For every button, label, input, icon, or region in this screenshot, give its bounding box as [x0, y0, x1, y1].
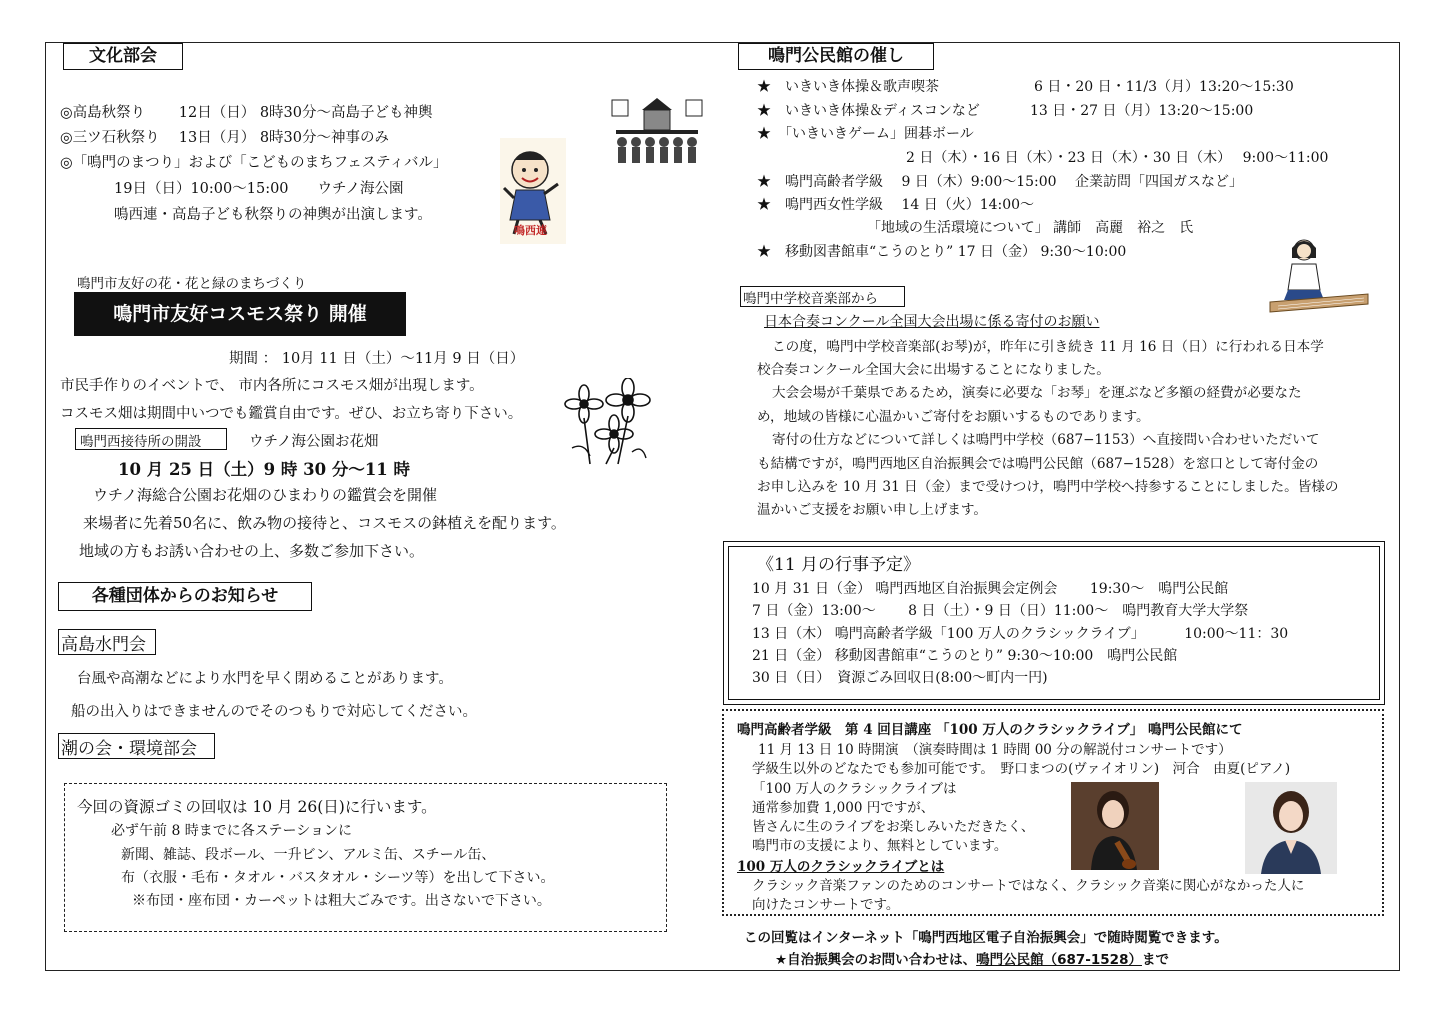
- setsutai-datetime: 10 月 25 日（土）9 時 30 分〜11 時: [118, 460, 411, 479]
- ongaku-line: も結構ですが，鳴門西地区自治振興会では鳴門公民館（687−1528）を窓口として寄付金の: [757, 456, 1319, 472]
- classic-desc: 向けたコンサートです。: [752, 897, 900, 913]
- footer-line2: [775, 948, 1169, 968]
- dantai-heading: 各種団体からのお知らせ: [58, 582, 312, 611]
- kominkan-item: ★ 鳴門高齢者学級 9 日（木）9:00〜15:00 企業訪問「四国ガスなど」: [757, 174, 1244, 190]
- bunka-item: ◎三ツ石秋祭り 13日（月） 8時30分〜神事のみ: [60, 130, 389, 146]
- schedule-row: 10 月 31 日（金） 鳴門西地区自治振興会定例会 19:30〜 鳴門公民館: [752, 581, 1229, 597]
- kominkan-item: ★ 移動図書館車“こうのとり” 17 日（金） 9:30〜10:00: [757, 244, 1127, 260]
- footer-suffix: まで: [1141, 952, 1169, 968]
- shigen-line: 新聞、雑誌、段ボール、一升ビン、アルミ缶、スチール缶、: [121, 847, 496, 863]
- cosmos-subtitle: 鳴門市友好の花・花と緑のまちづくり: [77, 276, 307, 292]
- schedule-row: 7 日（金）13:00〜 8 日（土）・9 日（日）11:00〜 鳴門教育大学大学祭: [752, 603, 1249, 619]
- classic-line: 「100 万人のクラシックライブは: [752, 781, 957, 797]
- seal-naruto-nishiren: 鳴西連: [514, 224, 547, 237]
- cosmos-banner: 鳴門市友好コスモス祭り 開催: [74, 292, 406, 336]
- cosmos-flower-image: [562, 378, 654, 468]
- bunka-heading: 文化部会: [63, 43, 183, 70]
- footer-prefix: ★自治振興会のお問い合わせは、: [775, 952, 977, 968]
- schedule-row: 30 日（日） 資源ごみ回収日(8:00〜町内一円): [752, 670, 1048, 686]
- ongaku-line: め，地域の皆様に心温かいご寄付をお願いするものであります。: [757, 409, 1150, 425]
- classic-line: 11 月 13 日 10 時開演 （演奏時間は 1 時間 00 分の解説付コンサートです）: [758, 742, 1232, 758]
- ushio-label: 潮の会・環境部会: [61, 739, 197, 759]
- kominkan-item-time: 6 日・20 日・11/3（月）13:20〜15:30: [1034, 79, 1294, 95]
- shigen-line: 今回の資源ゴミの回収は 10 月 26(日)に行います。: [77, 798, 437, 816]
- classic-title: 鳴門高齢者学級 第 4 回目講座 「100 万人のクラシックライブ」 鳴門公民館にて: [737, 722, 1243, 738]
- ongaku-line: 校合奏コンクール全国大会に出場することになりました。: [757, 362, 1110, 378]
- takashima-label: 高島水門会: [61, 635, 146, 655]
- cosmos-period: 期間 ： 10月 11 日（土）〜11月 9 日（日）: [229, 351, 525, 367]
- ongaku-line: 温かいご支援をお願い申し上げます。: [757, 502, 988, 518]
- takashima-line: 台風や高潮などにより水門を早く閉めることがあります。: [77, 671, 453, 687]
- ongaku-line: お申し込みを 10 月 31 日（金）まで受けつけ，鳴門中学校へ持参することにしました。皆様の: [757, 479, 1339, 495]
- kominkan-item: ★ 鳴門西女性学級 14 日（火）14:00〜: [757, 197, 1035, 213]
- kominkan-item: 「地域の生活環境について」 講師 高麗 裕之 氏: [867, 220, 1194, 236]
- schedule-row: 21 日（金） 移動図書館車“こうのとり” 9:30〜10:00 鳴門公民館: [752, 648, 1178, 664]
- bunka-item: ◎高島秋祭り 12日（日） 8時30分〜高島子ども神輿: [60, 105, 433, 121]
- classic-line: 通常参加費 1,000 円ですが、: [752, 800, 935, 816]
- kominkan-item-time: 13 日・27 日（月）13:20〜15:00: [1030, 103, 1254, 119]
- classic-line: 学級生以外のどなたでも参加可能です。 野口まつの(ヴァイオリン) 河合 由夏(ピアノ): [752, 761, 1291, 777]
- setsutai-label: 鳴門西接待所の開設: [80, 434, 202, 450]
- pianist-photo: [1245, 782, 1337, 874]
- ongaku-line: この度，鳴門中学校音楽部(お琴)が，昨年に引き続き 11 月 16 日（日）に行われる日本学: [772, 339, 1324, 355]
- violinist-photo: [1071, 782, 1159, 870]
- classic-line: 皆さんに生のライブをお楽しみいただきたく、: [752, 819, 1035, 835]
- mikoshi-image: [608, 96, 706, 166]
- cosmos-line: 市民手作りのイベントで、 市内各所にコスモス畑が出現します。: [60, 378, 484, 394]
- koto-player-image: [1264, 236, 1372, 316]
- classic-sub-heading: 100 万人のクラシックライブとは: [737, 859, 945, 875]
- footer-line1: この回覧はインターネット「鳴門西地区電子自治振興会」で随時閲覧できます。: [744, 930, 1228, 946]
- shigen-line: 必ず午前 8 時までに各ステーションに: [111, 823, 352, 839]
- classic-desc: クラシック音楽ファンのためのコンサートではなく、クラシック音楽に関心がなかった人に: [752, 878, 1305, 894]
- kominkan-item: ★ 「いきいきゲーム」囲碁ボール: [757, 126, 974, 142]
- shigen-line: 布（衣服・毛布・タオル・バスタオル・シーツ等）を出して下さい。: [121, 870, 555, 886]
- footer-contact: 鳴門公民館（687-1528）: [976, 952, 1142, 968]
- bunka-item: ◎「鳴門のまつり」および「こどものまちフェスティバル」: [60, 155, 448, 171]
- shigen-line: ※布団・座布団・カーペットは粗大ごみです。出さないで下さい。: [132, 893, 551, 909]
- bunka-item: 19日（日）10:00〜15:00 ウチノ海公園: [114, 181, 404, 197]
- kominkan-item: ★ いきいき体操＆ディスコンなど: [757, 103, 980, 119]
- kominkan-item: 2 日（木）・16 日（木）・23 日（木）・30 日（木） 9:00〜11:00: [906, 150, 1329, 166]
- setsutai-detail: ウチノ海総合公園お花畑のひまわりの鑑賞会を開催: [93, 486, 437, 504]
- setsutai-detail: 地域の方もお誘い合わせの上、多数ご参加下さい。: [79, 542, 425, 560]
- takashima-line: 船の出入りはできませんのでそのつもりで対応してください。: [71, 704, 477, 720]
- schedule-row: 13 日（木） 鳴門高齢者学級「100 万人のクラシックライブ」 10:00〜11：30: [752, 626, 1289, 642]
- bunka-item: 鳴西連・高島子ども秋祭りの神輿が出演します。: [114, 207, 432, 223]
- schedule-title: 《11 月の行事予定》: [757, 555, 921, 575]
- setsutai-location: ウチノ海公園お花畑: [249, 434, 379, 450]
- kominkan-heading: 鳴門公民館の催し: [738, 43, 934, 70]
- setsutai-detail: 来場者に先着50名に、飲み物の接待と、コスモスの鉢植えを配ります。: [83, 514, 566, 532]
- ongaku-subtitle: 日本合奏コンクール全国大会出場に係る寄付のお願い: [764, 314, 1100, 330]
- festival-character-image: [500, 138, 566, 244]
- kominkan-item: ★ いきいき体操＆歌声喫茶: [757, 79, 939, 95]
- classic-line: 鳴門市の支援により、無料としています。: [752, 838, 1008, 854]
- ongaku-line: 寄付の仕方などについて詳しくは鳴門中学校（687−1153）へ直接問い合わせいただいて: [772, 432, 1320, 448]
- ongaku-line: 大会会場が千葉県であるため，演奏に必要な「お琴」を運ぶなど多額の経費が必要なた: [772, 385, 1302, 401]
- ongaku-heading: 鳴門中学校音楽部から: [743, 291, 878, 307]
- cosmos-line: コスモス畑は期間中いつでも鑑賞自由です。ぜひ、お立ち寄り下さい。: [60, 406, 523, 422]
